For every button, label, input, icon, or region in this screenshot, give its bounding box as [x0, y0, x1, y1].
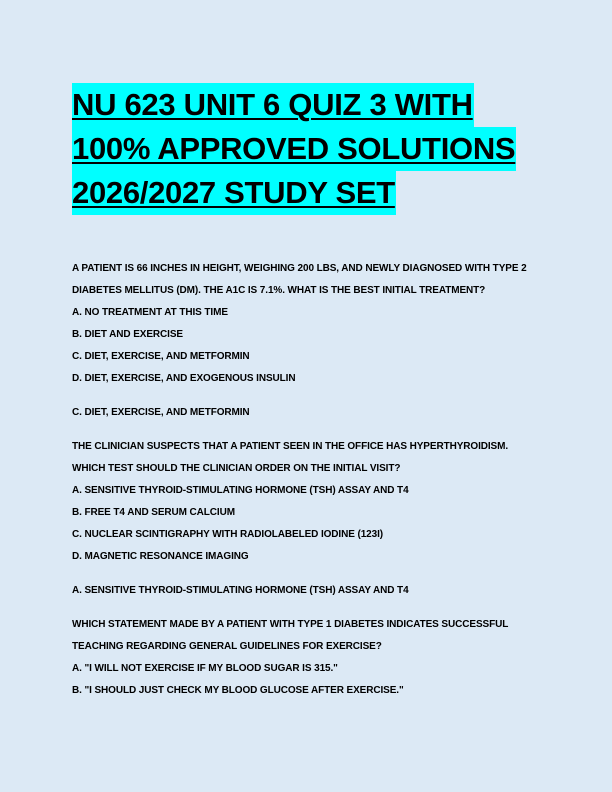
- correct-answer: C. DIET, EXERCISE, AND METFORMIN: [72, 407, 250, 418]
- question-stem-line: TEACHING REGARDING GENERAL GUIDELINES FOR EXERCISE?: [72, 641, 382, 652]
- answer-option: A. NO TREATMENT AT THIS TIME: [72, 307, 228, 318]
- question-stem-line: A PATIENT IS 66 INCHES IN HEIGHT, WEIGHING 200 LBS, AND NEWLY DIAGNOSED WITH TYPE 2: [72, 263, 527, 274]
- answer-option: D. DIET, EXERCISE, AND EXOGENOUS INSULIN: [72, 373, 296, 384]
- answer-option: C. NUCLEAR SCINTIGRAPHY WITH RADIOLABELED IODINE (123I): [72, 529, 383, 540]
- title-line-2: 100% APPROVED SOLUTIONS: [72, 127, 516, 171]
- question-2: [72, 436, 552, 614]
- answer-option: B. FREE T4 AND SERUM CALCIUM: [72, 507, 235, 518]
- document-title: [72, 83, 542, 215]
- question-stem-line: WHICH STATEMENT MADE BY A PATIENT WITH TYPE 1 DIABETES INDICATES SUCCESSFUL: [72, 619, 509, 630]
- title-line-1: NU 623 UNIT 6 QUIZ 3 WITH: [72, 83, 474, 127]
- question-3: [72, 614, 552, 702]
- answer-option: A. "I WILL NOT EXERCISE IF MY BLOOD SUGAR IS 315.": [72, 663, 338, 674]
- correct-answer: A. SENSITIVE THYROID-STIMULATING HORMONE (TSH) ASSAY AND T4: [72, 585, 409, 596]
- answer-option: C. DIET, EXERCISE, AND METFORMIN: [72, 351, 250, 362]
- question-stem-line: THE CLINICIAN SUSPECTS THAT A PATIENT SEEN IN THE OFFICE HAS HYPERTHYROIDISM.: [72, 441, 509, 452]
- answer-option: B. DIET AND EXERCISE: [72, 329, 183, 340]
- answer-option: A. SENSITIVE THYROID-STIMULATING HORMONE (TSH) ASSAY AND T4: [72, 485, 409, 496]
- question-stem-line: DIABETES MELLITUS (DM). THE A1C IS 7.1%. WHAT IS THE BEST INITIAL TREATMENT?: [72, 285, 486, 296]
- title-line-3: 2026/2027 STUDY SET: [72, 171, 396, 215]
- question-1: [72, 258, 552, 436]
- answer-option: B. "I SHOULD JUST CHECK MY BLOOD GLUCOSE AFTER EXERCISE.": [72, 685, 404, 696]
- answer-option: D. MAGNETIC RESONANCE IMAGING: [72, 551, 249, 562]
- quiz-content: [72, 258, 552, 702]
- question-stem-line: WHICH TEST SHOULD THE CLINICIAN ORDER ON THE INITIAL VISIT?: [72, 463, 401, 474]
